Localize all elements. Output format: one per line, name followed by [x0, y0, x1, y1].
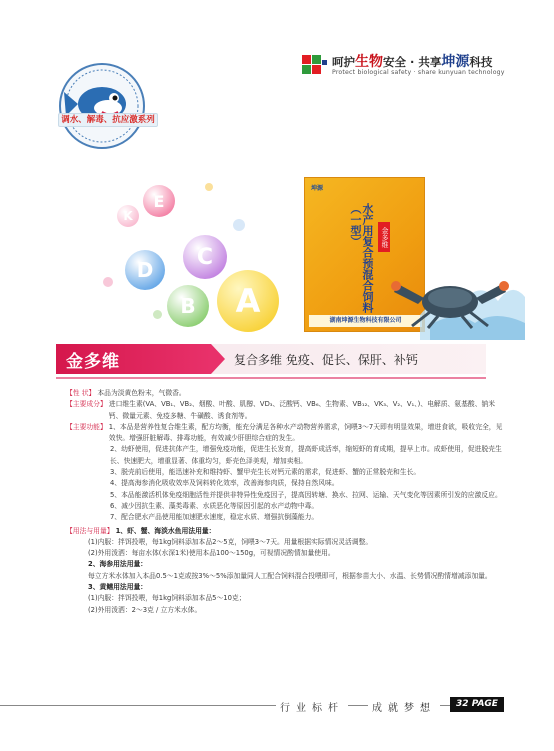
ingredients-label: 【主要成分】 [66, 400, 107, 409]
usage-heading: 1、虾、蟹、海淡水鱼用法用量： [115, 526, 216, 535]
divider [56, 377, 486, 379]
spec-functions [66, 422, 506, 445]
usage-label: 【用法与用量】 [66, 526, 114, 535]
banner-name-block [56, 344, 211, 374]
functions-item: 4、提高海参消化吸收效率及饲料转化效率，改善海参肉质，保持自然风味。 [110, 479, 339, 488]
spec-usage [66, 526, 506, 537]
functions-item: 6、减少因抗生素、藻类毒素、水质恶化等原因引起的水产动物中毒。 [110, 501, 319, 510]
page-number: 32 PAGE [450, 697, 504, 712]
usage-line: (2)外用泼洒：2～3克 / 立方米水体。 [88, 605, 202, 614]
brand-header [302, 51, 522, 81]
vitamin-d-bubble: D [125, 250, 165, 290]
footer-slogan-right: 成就梦想 [368, 699, 440, 714]
vitamin-c-bubble: C [183, 235, 227, 279]
decor-bubble [233, 219, 245, 231]
package-title: 水产用复合预混合饲料（一型） [349, 203, 374, 313]
usage-line: (1)内服：拌饵投喂，每1kg饲料添加本品5～10克； [88, 594, 246, 603]
nature-label: 【性 状】 [66, 389, 96, 397]
page-footer [0, 697, 554, 715]
crab-image [390, 270, 510, 330]
usage-heading: 2、海参用法用量： [88, 560, 148, 569]
usage-line: (2)外用泼洒：每亩水体(水深1米)使用本品100～150g，可视情况酌情加量使用。 [88, 549, 335, 558]
product-banner [56, 344, 486, 374]
series-label: 调水、解毒、抗应激系列 [58, 113, 158, 127]
vitamin-e-bubble: E [143, 185, 175, 217]
package-trade-name: 金多维 [378, 222, 390, 252]
functions-item: 2、幼虾使用，促进抗体产生，增强免疫功能，促进生长发育，提高虾成活率，缩短虾的育成期，提早上市。成虾使用，促进脱壳生长、快速肥大，增重显著、体重均匀，虾壳色泽美观，增加卖相。 [110, 445, 502, 465]
vitamin-b-bubble: B [167, 285, 209, 327]
brand-subtitle: Protect biological safety · share kunyuan technology [332, 69, 505, 76]
vitamin-k-bubble: K [117, 205, 139, 227]
spec-nature [66, 388, 506, 399]
package-brand: 坤源 [311, 185, 324, 192]
vitamin-a-bubble: A [217, 270, 279, 332]
functions-item: 3、脱壳前后使用，能迅速补充和维持虾、蟹甲壳生长对钙元素的需求，促进虾、蟹的正常脱壳和生长。 [110, 468, 421, 477]
footer-slogan-left: 行业标杆 [276, 699, 348, 714]
decor-bubble [103, 277, 113, 287]
brand-logo-icon [302, 55, 328, 77]
product-tagline: 复合多维 免疫、促长、保肝、补钙 [234, 353, 418, 367]
usage-line: 每立方米水体加入本品0.5～1克或按3%～5%添加量同人工配合饲料混合投喂即可，根据参苗大小、水温、长势情况酌情增减添加量。 [88, 571, 492, 580]
functions-label: 【主要功能】 [66, 422, 107, 431]
functions-item: 5、本品能激活机体免疫细胞活性并提供非特异性免疫因子，提高因转塘、换水、拉网、运输、天气变化等因素所引发的应激反应。 [110, 490, 502, 499]
spec-ingredients [66, 399, 506, 422]
vitamin-bubbles [95, 175, 325, 340]
decor-bubble [205, 183, 213, 191]
package-company: 湖南坤源生物科技有限公司 [309, 315, 422, 327]
functions-item: 7、配合肥水产品使用能加速肥水速度，稳定水质、增强抗倒藻能力。 [110, 513, 319, 522]
fish-mascot-logo [58, 62, 146, 150]
brand-slogan: 呵护生物安全 · 共享坤源科技 [332, 54, 493, 70]
ingredients-text: 进口维生素(VA、VB₁、VB₂、烟酸、叶酸、肌醇、VD₃、泛酸钙、VB₆、生物素、VB₁₂、VK₃、V₂、V₁、)、电解质、氨基酸、钠米钙、微量元素、免疫多糖、牛磺酸、诱食剂等。 [108, 400, 496, 420]
functions-item: 1、本品是营养性复合维生素，配方均衡，能充分满足各种水产动物营养需求，饲喂3～7天即有明显效果，增进食欲，吸收完全，见效快。增强肝脏解毒、排毒功能，有效减少肝胆综合症的发生。 [108, 422, 503, 443]
nature-text: 本品为淡黄色粉末，气微香。 [97, 389, 186, 397]
usage-heading: 3、黄鳝用法用量： [88, 583, 148, 592]
product-name: 金多维 [66, 352, 120, 372]
usage-line: (1)内服：拌饵投喂，每1kg饲料添加本品2～5克，饲喂3～7天。用量根据实际情况灵活调整。 [88, 537, 373, 546]
product-spec [66, 388, 506, 616]
decor-bubble [153, 310, 162, 319]
